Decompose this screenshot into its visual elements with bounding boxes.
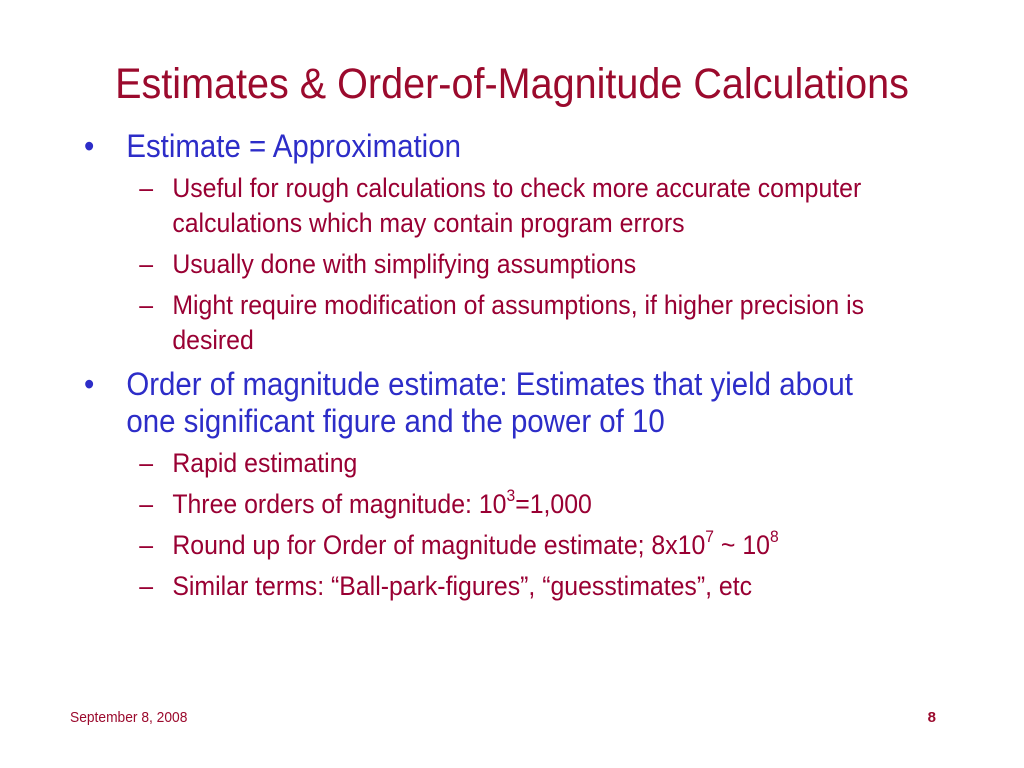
dash-icon: – xyxy=(139,571,154,601)
sub-bullet-useful xyxy=(84,171,884,241)
sub-bullet-text-post: =1,000 xyxy=(515,489,592,519)
bullet-order-of-magnitude xyxy=(84,366,884,440)
sub-bullet-rapid xyxy=(84,446,884,481)
footer-date: September 8, 2008 xyxy=(70,709,188,726)
dash-icon: – xyxy=(139,448,154,478)
dash-icon: – xyxy=(139,173,154,203)
dash-icon: – xyxy=(139,249,154,279)
exponent: 7 xyxy=(705,527,715,546)
dash-icon: – xyxy=(139,530,154,560)
sub-bullet-text-pre: Round up for Order of magnitude estimate; 8x10 xyxy=(172,530,706,560)
sub-bullet-round-up xyxy=(84,528,884,563)
sub-bullet-text-mid: ~ 10 xyxy=(714,530,770,560)
slide-content xyxy=(84,124,884,604)
bullet-icon: • xyxy=(84,366,95,402)
exponent: 8 xyxy=(769,527,779,546)
sub-bullet-three-orders xyxy=(84,487,884,522)
bullet-estimate xyxy=(84,128,884,165)
slide-title: Estimates & Order-of-Magnitude Calculations xyxy=(115,60,909,108)
sub-bullet-text: Usually done with simplifying assumptions xyxy=(172,249,637,279)
sub-bullet-text: Might require modification of assumptions, if higher precision is desired xyxy=(172,290,865,355)
bullet-text: Order of magnitude estimate: Estimates that yield about one significant figure and the power of 10 xyxy=(126,366,853,439)
dash-icon: – xyxy=(139,290,154,320)
exponent: 3 xyxy=(506,486,516,505)
sub-bullet-text: Similar terms: “Ball-park-figures”, “guesstimates”, etc xyxy=(172,571,753,601)
dash-icon: – xyxy=(139,489,154,519)
sub-bullet-usually xyxy=(84,247,884,282)
bullet-icon: • xyxy=(84,128,95,164)
page-number: 8 xyxy=(927,709,936,726)
sub-bullet-text-pre: Three orders of magnitude: 10 xyxy=(172,489,507,519)
sub-bullet-text: Rapid estimating xyxy=(172,448,358,478)
bullet-text: Estimate = Approximation xyxy=(126,128,461,164)
sub-bullet-might xyxy=(84,288,884,358)
sub-bullet-similar-terms xyxy=(84,569,884,604)
sub-bullet-text: Useful for rough calculations to check more accurate computer calculations which may contain program errors xyxy=(172,173,862,238)
